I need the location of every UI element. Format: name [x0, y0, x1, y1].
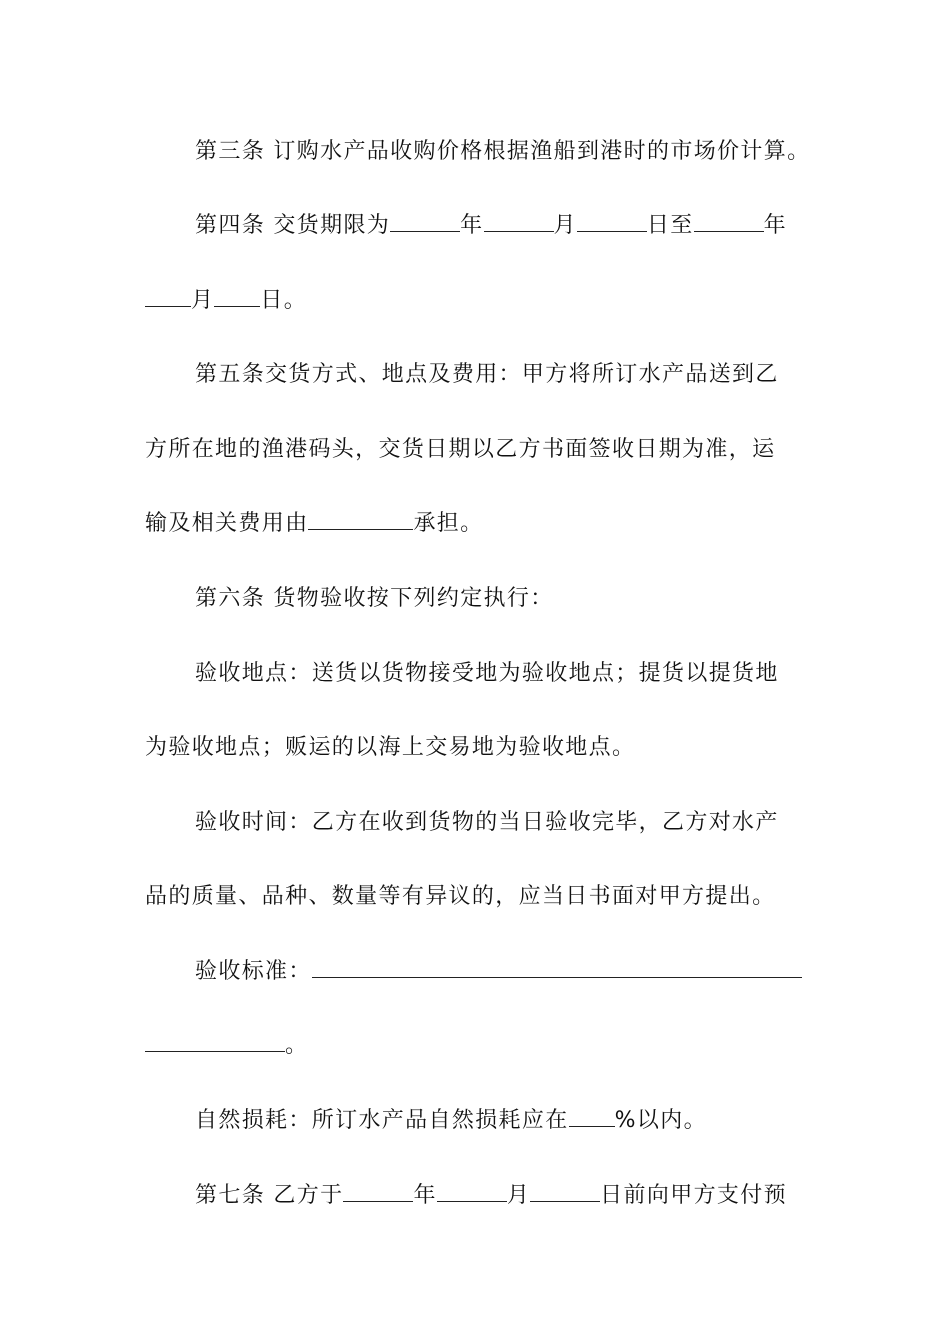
- article-5-line-2: 方所在地的渔港码头，交货日期以乙方书面签收日期为准，运: [145, 437, 776, 462]
- article-7-line-1: [195, 1180, 815, 1212]
- inspection-place-line-1: 验收地点：送货以货物接受地为验收地点；提货以提货地: [195, 661, 779, 686]
- pay-suffix: 日前向甲方支付预: [600, 1183, 787, 1208]
- standard-blank-continued[interactable]: [145, 1033, 285, 1052]
- inspection-time-line-1: 验收时间：乙方在收到货物的当日验收完毕，乙方对水产: [195, 810, 779, 835]
- fee-suffix: 承担。: [413, 511, 484, 536]
- article-4-line-2: [145, 285, 815, 317]
- day-to-label: 日至: [646, 213, 694, 238]
- inspection-time-line-2: 品的质量、品种、数量等有异议的，应当日书面对甲方提出。: [145, 884, 776, 909]
- period-mark: 。: [285, 1033, 309, 1058]
- start-day-blank[interactable]: [577, 213, 647, 232]
- article-7-prefix: 第七条 乙方于: [195, 1183, 344, 1208]
- fee-prefix: 输及相关费用由: [145, 511, 309, 536]
- inspection-standard-line-1: [195, 956, 815, 988]
- loss-suffix: %以内。: [614, 1108, 707, 1133]
- inspection-standard-line-2: [145, 1030, 815, 1062]
- fee-party-blank[interactable]: [308, 511, 413, 530]
- article-3-text: 第三条 订购水产品收购价格根据渔船到港时的市场价计算。: [195, 139, 811, 164]
- loss-percent-blank[interactable]: [569, 1108, 615, 1127]
- inspection-place-line-2: 为验收地点；贩运的以海上交易地为验收地点。: [145, 735, 636, 760]
- pay-day-blank[interactable]: [530, 1183, 600, 1202]
- day-label: 日。: [260, 288, 308, 313]
- end-day-blank[interactable]: [214, 288, 260, 307]
- month-label: 月: [191, 288, 215, 313]
- standard-blank[interactable]: [312, 959, 802, 978]
- pay-year-blank[interactable]: [343, 1183, 413, 1202]
- month-label: 月: [506, 1183, 531, 1208]
- article-5-line-1: 第五条交货方式、地点及费用：甲方将所订水产品送到乙: [195, 362, 779, 387]
- start-year-blank[interactable]: [390, 213, 460, 232]
- natural-loss-line: [195, 1105, 815, 1137]
- article-5-line-3: [145, 508, 815, 540]
- year-label: 年: [763, 213, 787, 238]
- end-month-blank[interactable]: [145, 288, 191, 307]
- article-4-prefix: 第四条 交货期限为: [195, 213, 391, 238]
- month-label: 月: [553, 213, 577, 238]
- article-4-line-1: [195, 210, 815, 242]
- article-6-text: 第六条 货物验收按下列约定执行：: [195, 586, 554, 611]
- standard-label: 验收标准：: [195, 959, 312, 984]
- loss-prefix: 自然损耗：所订水产品自然损耗应在: [195, 1108, 569, 1133]
- year-label: 年: [460, 213, 484, 238]
- year-label: 年: [413, 1183, 437, 1208]
- start-month-blank[interactable]: [484, 213, 554, 232]
- end-year-blank[interactable]: [694, 213, 764, 232]
- pay-month-blank[interactable]: [437, 1183, 507, 1202]
